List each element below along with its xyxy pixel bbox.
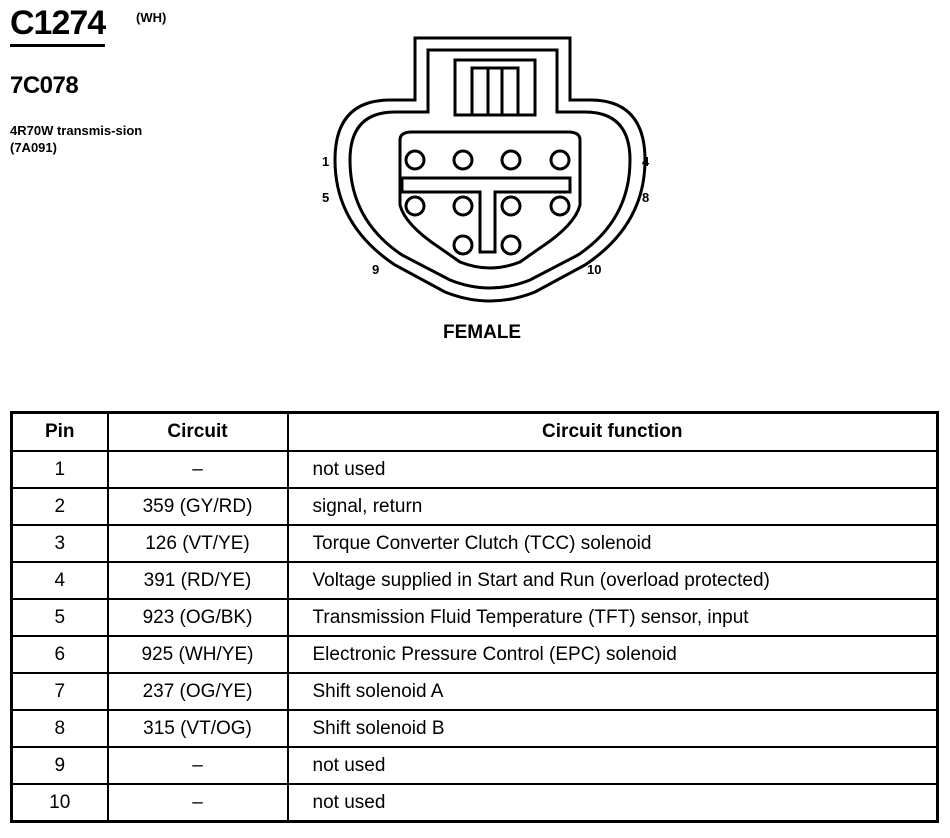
pin-label-1: 1 — [322, 154, 330, 169]
pin-label-5: 5 — [322, 190, 330, 205]
connector-face-diagram — [300, 25, 680, 315]
table-row — [12, 636, 938, 673]
connector-part-number: 7C078 — [10, 72, 79, 99]
function-cell: Transmission Fluid Temperature (TFT) sensor, input — [288, 599, 938, 636]
circuit-cell: 237 (OG/YE) — [108, 673, 288, 710]
table-header-row — [12, 413, 938, 452]
header-circuit: Circuit — [108, 413, 288, 452]
pin-cell: 9 — [12, 747, 108, 784]
circuit-cell: 391 (RD/YE) — [108, 562, 288, 599]
connector-gender-label: FEMALE — [443, 322, 522, 343]
pin-cell: 2 — [12, 488, 108, 525]
pin-cell: 1 — [12, 451, 108, 488]
table-row — [12, 784, 938, 822]
pin-cell: 7 — [12, 673, 108, 710]
circuit-cell: 359 (GY/RD) — [108, 488, 288, 525]
circuit-cell: – — [108, 747, 288, 784]
circuit-cell: 126 (VT/YE) — [108, 525, 288, 562]
connector-id: C1274 — [10, 4, 105, 47]
table-row — [12, 747, 938, 784]
function-cell: Electronic Pressure Control (EPC) solenoid — [288, 636, 938, 673]
pin-label-10: 10 — [587, 262, 602, 277]
table-row — [12, 673, 938, 710]
pin-label-8: 8 — [642, 190, 650, 205]
table-row — [12, 488, 938, 525]
function-cell: not used — [288, 747, 938, 784]
connector-description: 4R70W transmis-sion (7A091) — [10, 123, 143, 155]
function-cell: Shift solenoid A — [288, 673, 938, 710]
circuit-cell: – — [108, 784, 288, 822]
pin-cell: 3 — [12, 525, 108, 562]
function-cell: Shift solenoid B — [288, 710, 938, 747]
connector-color: (WH) — [136, 10, 167, 25]
pin-cell: 10 — [12, 784, 108, 822]
pin-cell: 5 — [12, 599, 108, 636]
table-row — [12, 525, 938, 562]
circuit-cell: 315 (VT/OG) — [108, 710, 288, 747]
pin-cell: 4 — [12, 562, 108, 599]
function-cell: not used — [288, 784, 938, 822]
circuit-cell: 923 (OG/BK) — [108, 599, 288, 636]
table-row — [12, 451, 938, 488]
table-row — [12, 710, 938, 747]
pin-cell: 8 — [12, 710, 108, 747]
circuit-cell: 925 (WH/YE) — [108, 636, 288, 673]
function-cell: Torque Converter Clutch (TCC) solenoid — [288, 525, 938, 562]
pin-label-4: 4 — [642, 154, 650, 169]
function-cell: signal, return — [288, 488, 938, 525]
header-pin: Pin — [12, 413, 108, 452]
function-cell: not used — [288, 451, 938, 488]
pin-label-9: 9 — [372, 262, 380, 277]
header-circuit-function: Circuit function — [288, 413, 938, 452]
pin-cell: 6 — [12, 636, 108, 673]
table-row — [12, 562, 938, 599]
circuit-cell: – — [108, 451, 288, 488]
function-cell: Voltage supplied in Start and Run (overload protected) — [288, 562, 938, 599]
pinout-table — [10, 411, 939, 823]
table-row — [12, 599, 938, 636]
